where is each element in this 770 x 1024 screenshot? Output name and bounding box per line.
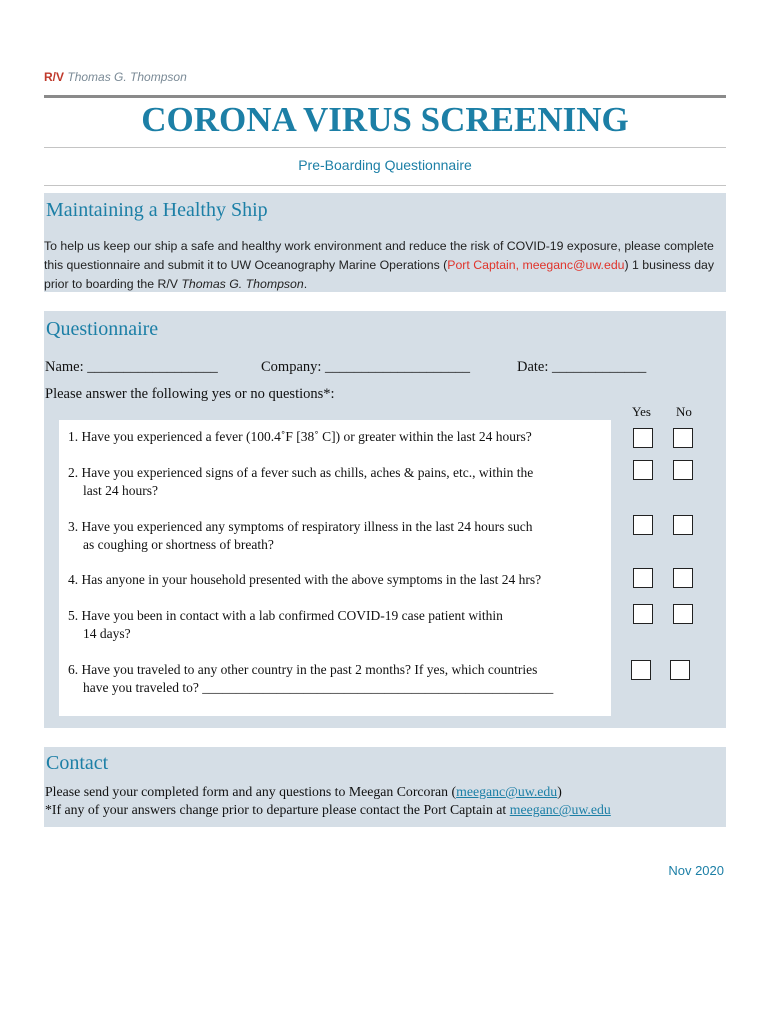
page-subtitle: Pre-Boarding Questionnaire	[298, 157, 472, 173]
contact-line-1-end: )	[557, 784, 562, 799]
contact-email-link[interactable]: meeganc@uw.edu	[456, 784, 558, 799]
ship-line	[44, 70, 187, 84]
yes-column-label: Yes	[632, 404, 651, 419]
intro-text-start: To help us keep our ship a safe and healthy work environment and reduce the risk of COVID-19 exposure, please complete this questionnaire and submit it to UW Oceanography Marine Operations (	[44, 239, 714, 272]
q3-yes-checkbox[interactable]	[633, 515, 653, 535]
header-rule	[44, 95, 726, 98]
question-text: 4. Has anyone in your household presented with the above symptoms in the last 24 hrs?	[68, 572, 542, 587]
question-text: 6. Have you traveled to any other country in the past 2 months? If yes, which countries	[68, 662, 538, 677]
q6-yes-checkbox[interactable]	[631, 660, 651, 680]
q2-yes-checkbox[interactable]	[633, 460, 653, 480]
footer-date: Nov 2020	[668, 863, 724, 878]
question-text: 2. Have you experienced signs of a fever such as chills, aches & pains, etc., within the	[68, 465, 534, 480]
company-field[interactable]: Company: ____________________	[261, 359, 471, 375]
q1-yes-checkbox[interactable]	[633, 428, 653, 448]
name-field[interactable]: Name: __________________	[45, 359, 218, 375]
question-text: 1. Have you experienced a fever (100.4˚F [38˚ C]) or greater within the last 24 hours?	[68, 429, 532, 444]
title-divider	[44, 147, 726, 148]
contact-heading: Contact	[46, 752, 109, 774]
question-text: 3. Have you experienced any symptoms of respiratory illness in the last 24 hours such	[68, 519, 533, 534]
question-text-cont: as coughing or shortness of breath?	[83, 537, 274, 552]
contact-line-1-text: Please send your completed form and any questions to Meegan Corcoran (	[45, 784, 457, 799]
question-text-cont[interactable]: have you traveled to? ____________________________________________________	[83, 680, 554, 695]
q1-no-checkbox[interactable]	[673, 428, 693, 448]
intro-text-middle: ) 1 business day prior to boarding the R/V	[44, 258, 715, 291]
contact-line-2	[45, 802, 611, 818]
question-text: 5. Have you been in contact with a lab confirmed COVID-19 case patient within	[68, 608, 503, 623]
q4-yes-checkbox[interactable]	[633, 568, 653, 588]
contact-line-1	[45, 784, 562, 800]
q5-no-checkbox[interactable]	[673, 604, 693, 624]
instruction-text: Please answer the following yes or no questions*:	[45, 386, 335, 402]
rv-prefix: R/V	[44, 70, 65, 84]
intro-period: .	[303, 277, 308, 291]
intro-ship-name: Thomas G. Thompson	[181, 277, 304, 291]
no-column-label: No	[676, 404, 692, 419]
date-field[interactable]: Date: _____________	[517, 359, 647, 375]
q3-no-checkbox[interactable]	[673, 515, 693, 535]
question-4	[68, 571, 603, 589]
q6-no-checkbox[interactable]	[670, 660, 690, 680]
question-text-cont: 14 days?	[83, 626, 131, 641]
intro-heading: Maintaining a Healthy Ship	[46, 199, 268, 221]
questionnaire-heading: Questionnaire	[46, 318, 159, 340]
page-title: CORONA VIRUS SCREENING	[141, 100, 629, 139]
question-3	[68, 518, 603, 554]
ship-name: Thomas G. Thompson	[67, 70, 187, 84]
q2-no-checkbox[interactable]	[673, 460, 693, 480]
intro-text	[44, 237, 726, 294]
question-1	[68, 428, 603, 446]
question-5	[68, 607, 603, 643]
contact-line-2-text: *If any of your answers change prior to departure please contact the Port Captain at	[45, 802, 510, 817]
question-2	[68, 464, 603, 500]
port-captain-contact: Port Captain, meeganc@uw.edu	[447, 258, 625, 272]
port-captain-email-link[interactable]: meeganc@uw.edu	[509, 802, 611, 817]
q5-yes-checkbox[interactable]	[633, 604, 653, 624]
question-text-cont: last 24 hours?	[83, 483, 158, 498]
question-6	[68, 661, 603, 697]
subtitle-divider	[44, 185, 726, 186]
q4-no-checkbox[interactable]	[673, 568, 693, 588]
